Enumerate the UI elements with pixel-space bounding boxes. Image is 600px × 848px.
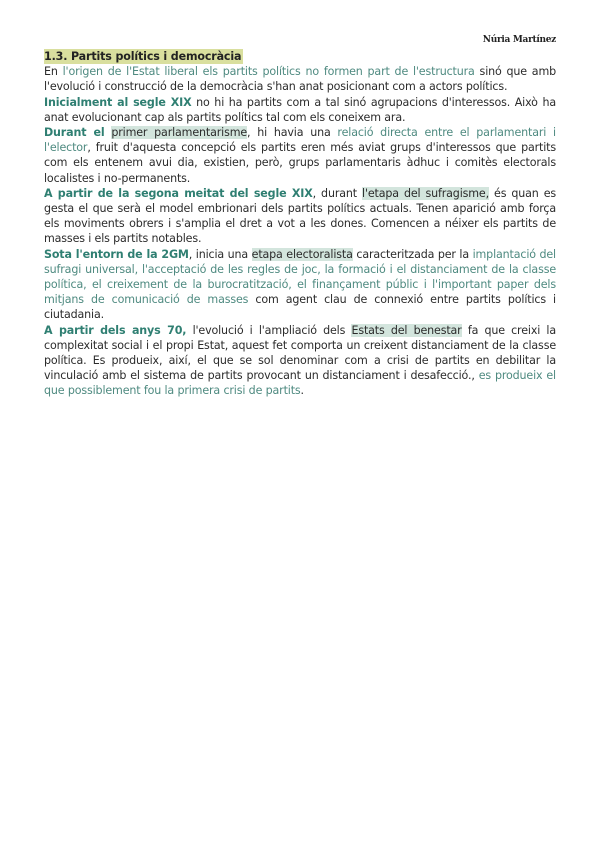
paragraph-lead: A partir de la segona meitat del segle XIX (44, 186, 313, 200)
highlighted-term: l'etapa del sufragisme, (362, 186, 489, 200)
emphasis-text: l'origen de l'Estat liberal els partits polítics no formen part de l'estructura (62, 65, 475, 79)
paragraph-text: l'evolució i l'ampliació dels (186, 323, 352, 337)
paragraph (44, 323, 556, 399)
emphasis-text: implantació del sufragi universal, l'acceptació de les regles de joc, la formació i el distanciament de la classe política, el creixement de la burocratització, el finançament públic i l'important paper dels mitjans de comunicació de masses (44, 247, 556, 307)
section-heading (44, 49, 556, 64)
paragraph-text: En (44, 65, 63, 79)
emphasis-text: relació directa entre el parlamentari i l'elector (44, 126, 556, 155)
paragraph-text: . (300, 384, 304, 398)
highlighted-term: primer parlamentarisme (111, 126, 248, 140)
paragraph (44, 95, 556, 125)
paragraph-lead: Inicialment al segle XIX (44, 95, 192, 109)
paragraph-text: no hi ha partits com a tal sinó agrupacions d'interessos. Això ha anat evolucionant cap als partits polítics tal com els coneixem ara. (44, 95, 556, 124)
paragraph (44, 186, 556, 247)
paragraph-lead: A partir dels anys 70, (44, 323, 187, 337)
highlighted-term: etapa electoralista (251, 247, 353, 261)
section-title: 1.3. Partits polítics i democràcia (44, 50, 242, 63)
paragraph-text: , fruit d'aquesta concepció els partits eren més aviat grups d'interessos que partits com els entenem avui dia, existien, però, grups parlamentaris àdhuc i comitès electorals localistes i no-permanents. (44, 141, 556, 185)
paragraph-text: fa que creixi la complexitat social i el propi Estat, aquest fet comporta un creixent distanciament de la classe política. Es produeix, així, el que se sol denominar com a crisi de partits en debilitar la vinculació amb el sistema de partits provocant un distanciament i desafecció., (44, 323, 556, 383)
paragraph (44, 125, 556, 186)
paragraph-lead: Durant el (44, 126, 105, 140)
document-body (44, 49, 556, 399)
paragraph (44, 64, 556, 94)
paragraph-text: caracteritzada per la (352, 247, 473, 261)
emphasis-text: es produeix el que possiblement fou la primera crisi de partits (44, 369, 556, 398)
highlighted-term: Estats del benestar (351, 323, 462, 337)
paragraph-list (44, 64, 556, 398)
paragraph (44, 247, 556, 323)
paragraph-text: , hi havia una (247, 126, 338, 140)
paragraph-text: , inicia una (188, 247, 252, 261)
author-name: Núria Martínez (482, 35, 556, 45)
paragraph-text: sinó que amb l'evolució i construcció de la democràcia s'han anat posicionant com a actors polítics. (44, 65, 557, 94)
paragraph-text: , durant (312, 186, 363, 200)
paragraph-lead: Sota l'entorn de la 2GM (44, 247, 189, 261)
paragraph-text: és quan es gesta el que serà el model embrionari dels partits polítics actuals. Tenen aparició amb força els moviments obrers i s'amplia el dret a vot a les dones. Comencen a néixer els partits de masses i els partits notables. (44, 186, 557, 246)
paragraph-text: com agent clau de connexió entre partits polítics i ciutadania. (44, 293, 556, 322)
